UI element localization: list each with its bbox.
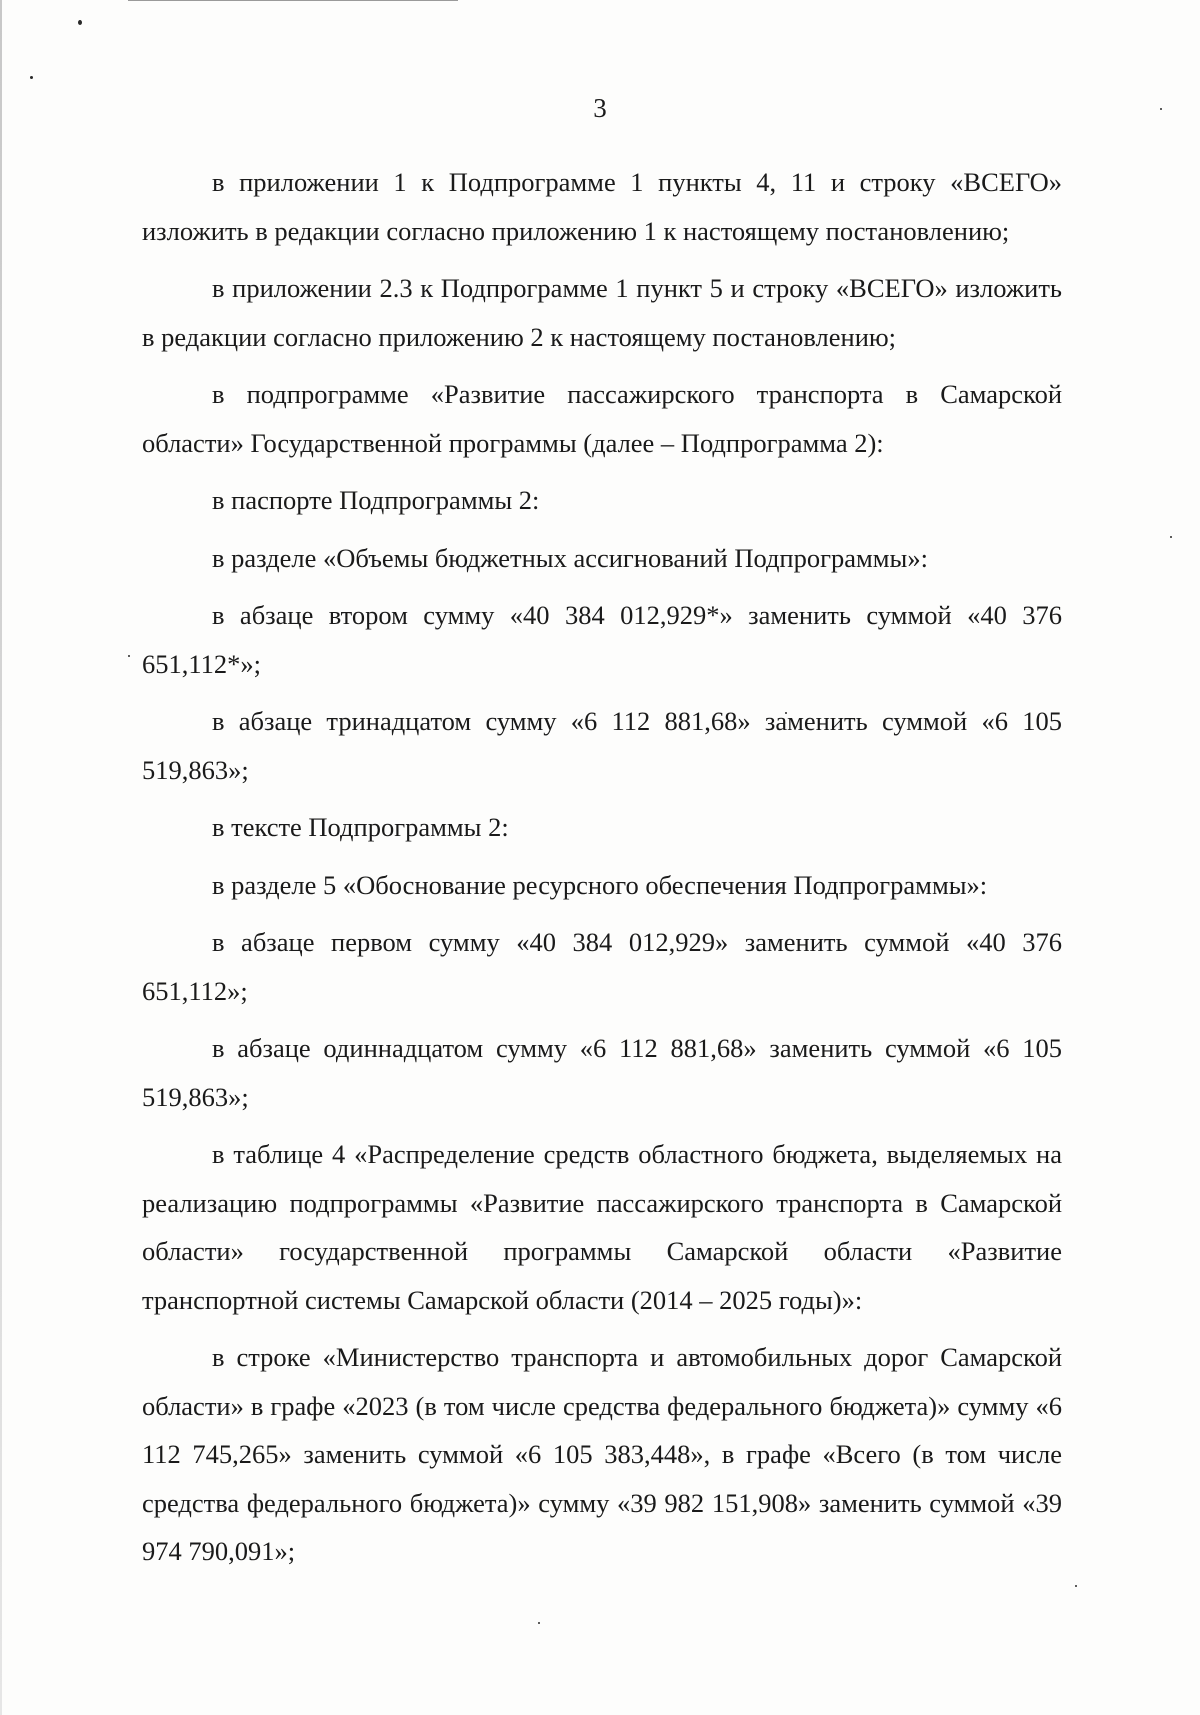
paragraph: в подпрограмме «Развитие пассажирского транспорта в Самарской области» Государственной программы (далее – Подпрограмма 2):: [142, 379, 1062, 458]
paragraph: в разделе «Объемы бюджетных ассигнований Подпрограммы»:: [212, 542, 928, 573]
scan-speck: [30, 76, 33, 79]
scan-edge: [0, 0, 2, 1715]
paragraph: в абзаце втором сумму «40 384 012,929*» заменить суммой «40 376 651,112*»;: [142, 600, 1062, 679]
scan-top-line: [128, 0, 458, 1]
page-number: 3: [593, 93, 607, 123]
scan-speck: [78, 20, 82, 25]
paragraph: в паспорте Подпрограммы 2:: [212, 485, 540, 515]
paragraph: в абзаце тринадцатом сумму «6 112 881,68» заменить суммой «6 105 519,863»;: [142, 706, 1062, 785]
paragraph: в абзаце первом сумму «40 384 012,929» заменить суммой «40 376 651,112»;: [142, 927, 1062, 1006]
paragraph: в строке «Министерство транспорта и автомобильных дорог Самарской области» в графе «2023 (в том числе средства федерального бюджета)» сумму «6 112 745,265» заменить суммой «6 105 383,448», в графе «Всего (в том числе средства федерального бюджета)» сумму «39 982 151,908» заменить суммой «39 974 790,091»;: [142, 1342, 1062, 1566]
scan-speck: [1170, 536, 1172, 538]
scan-speck: [128, 655, 130, 657]
paragraph: в абзаце одиннадцатом сумму «6 112 881,68» заменить суммой «6 105 519,863»;: [142, 1033, 1062, 1112]
scan-speck: [538, 1622, 540, 1624]
paragraph: в тексте Подпрограммы 2:: [212, 812, 509, 842]
paragraph: в приложении 1 к Подпрограмме 1 пункты 4, 11 и строку «ВСЕГО» изложить в редакции согласно приложению 1 к настоящему постановлению;: [142, 167, 1062, 246]
document-body: [142, 158, 1062, 1585]
paragraph: в таблице 4 «Распределение средств областного бюджета, выделяемых на реализацию подпрограммы «Развитие пассажирского транспорта в Самарской области» государственной программы Самарской области «Развитие транспортной системы Самарской области (2014 – 2025 годы)»:: [142, 1139, 1062, 1315]
scan-speck: [1075, 1585, 1077, 1587]
paragraph: в разделе 5 «Обоснование ресурсного обеспечения Подпрограммы»:: [212, 869, 988, 900]
paragraph: в приложении 2.3 к Подпрограмме 1 пункт 5 и строку «ВСЕГО» изложить в редакции согласно приложению 2 к настоящему постановлению;: [142, 273, 1062, 352]
